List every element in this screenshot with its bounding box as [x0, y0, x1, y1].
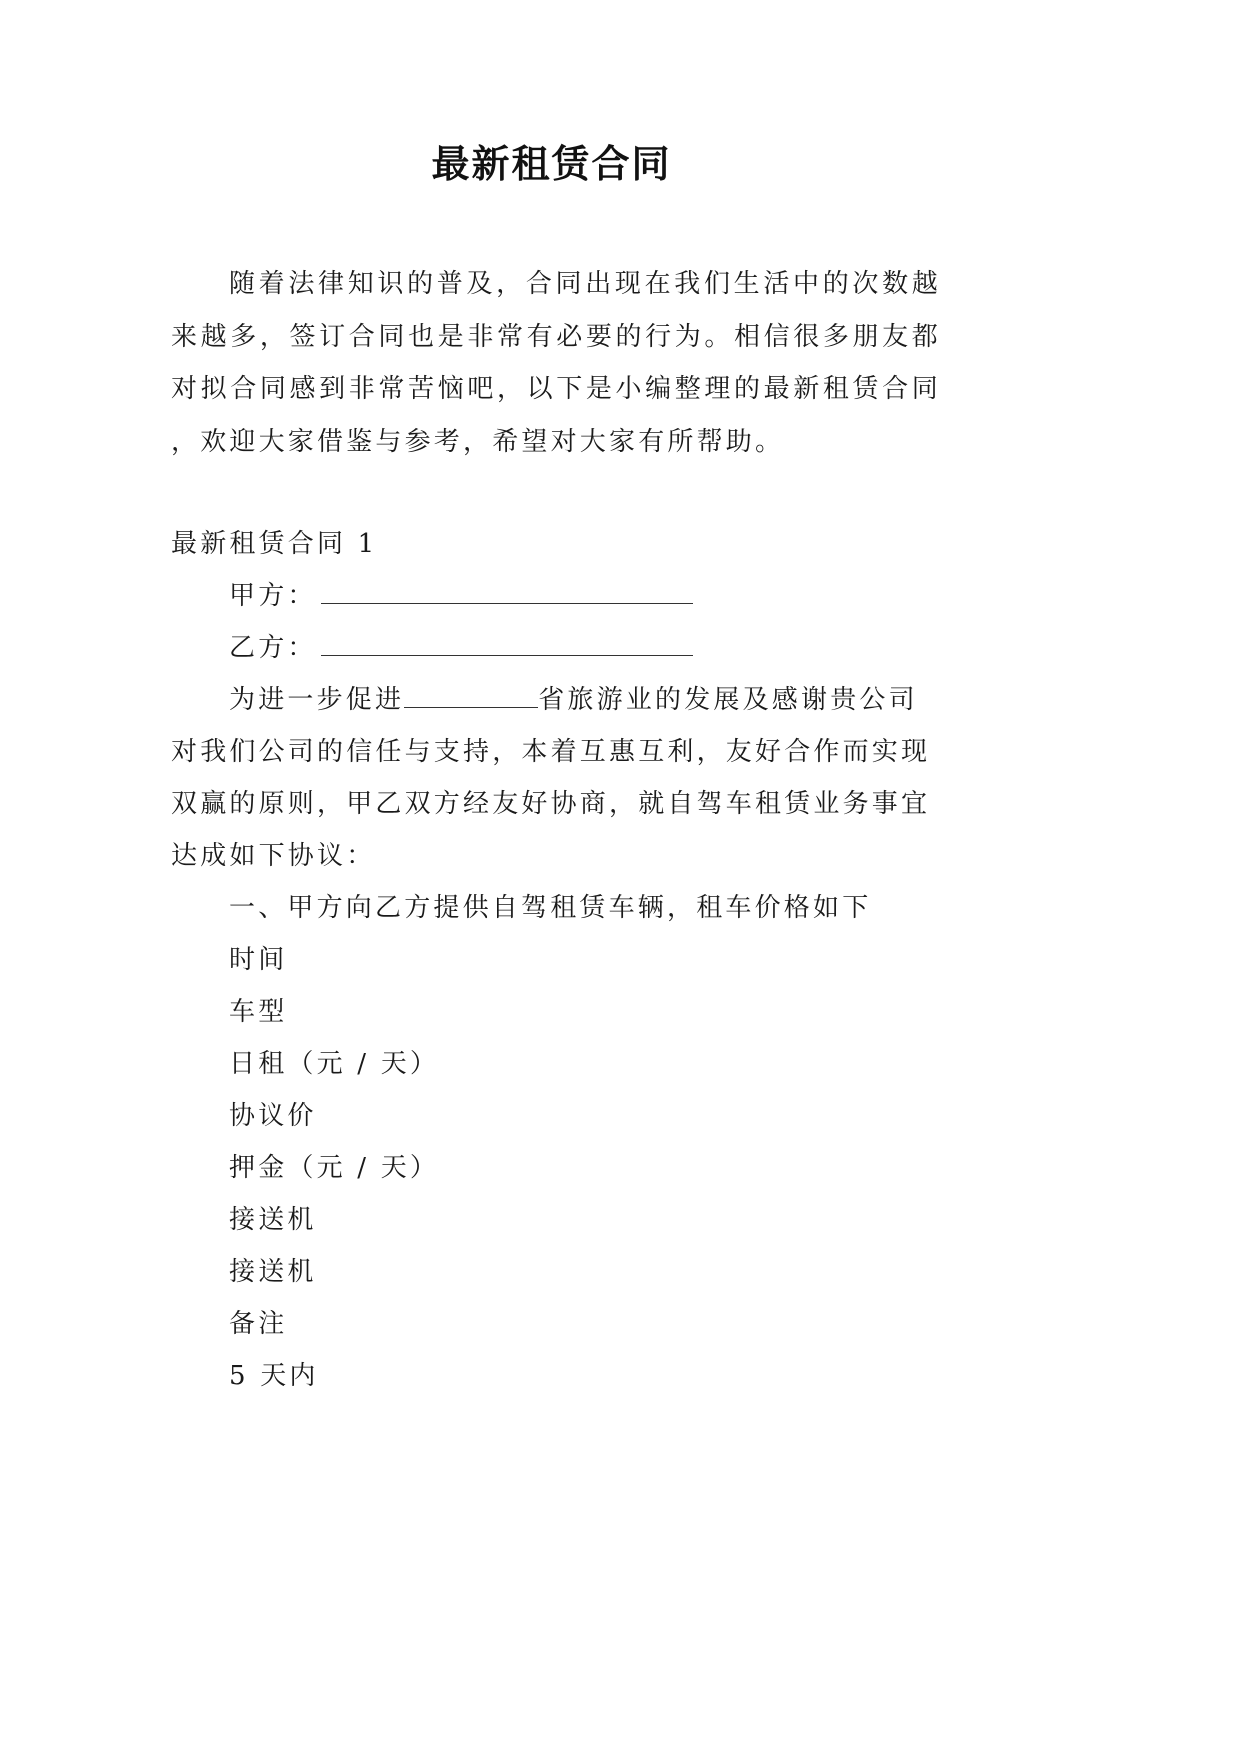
party-a-row — [229, 570, 693, 622]
intro-line: 同 ，欢迎大家借鉴与参考，希望对大家有所帮助。 — [171, 374, 941, 457]
party-a-label: 甲方： — [229, 581, 317, 611]
intro-line: 对拟合同感到非常苦恼吧，以下是小编整理的最新租赁合 — [171, 374, 912, 404]
purpose-line: 达成如下协议： — [171, 841, 376, 871]
purpose-suffix: 省旅游业的发展及感谢贵公司 — [538, 685, 918, 715]
purpose-prefix: 为进一步促进 — [229, 685, 405, 715]
intro-line: 来越多，签订合同也是非常有必要的行为。相信很多朋友都 — [171, 321, 941, 352]
purpose-first-line — [229, 674, 918, 726]
purpose-line: 对我们公司的信任与支持，本着互惠互利，友好合作而实现 — [171, 737, 931, 767]
table-item: 备注 — [229, 1309, 288, 1339]
table-item: 接送机 — [229, 1205, 317, 1235]
table-item: 接送机 — [229, 1257, 317, 1287]
table-item: 协议价 — [229, 1101, 317, 1131]
party-b-blank — [321, 629, 693, 656]
table-item: 时间 — [229, 945, 288, 975]
party-a-blank — [321, 577, 693, 604]
clause-1: 一、甲方向乙方提供自驾租赁车辆，租车价格如下 — [229, 893, 872, 923]
section-heading: 最新租赁合同 1 — [171, 529, 378, 559]
party-b-row — [229, 622, 693, 674]
table-item: 车型 — [229, 997, 288, 1027]
table-item: 押金（元 / 天） — [229, 1153, 440, 1183]
intro-paragraph — [171, 258, 941, 468]
province-blank — [404, 681, 538, 708]
intro-line: 随着法律知识的普及，合同出现在我们生活中的次数越 — [229, 269, 941, 299]
party-b-label: 乙方： — [229, 633, 317, 663]
table-item: 5 天内 — [229, 1361, 319, 1391]
document-title: 最新租赁合同 — [431, 141, 672, 186]
purpose-line: 双赢的原则，甲乙双方经友好协商，就自驾车租赁业务事宜 — [171, 789, 931, 819]
table-item: 日租（元 / 天） — [229, 1049, 440, 1079]
